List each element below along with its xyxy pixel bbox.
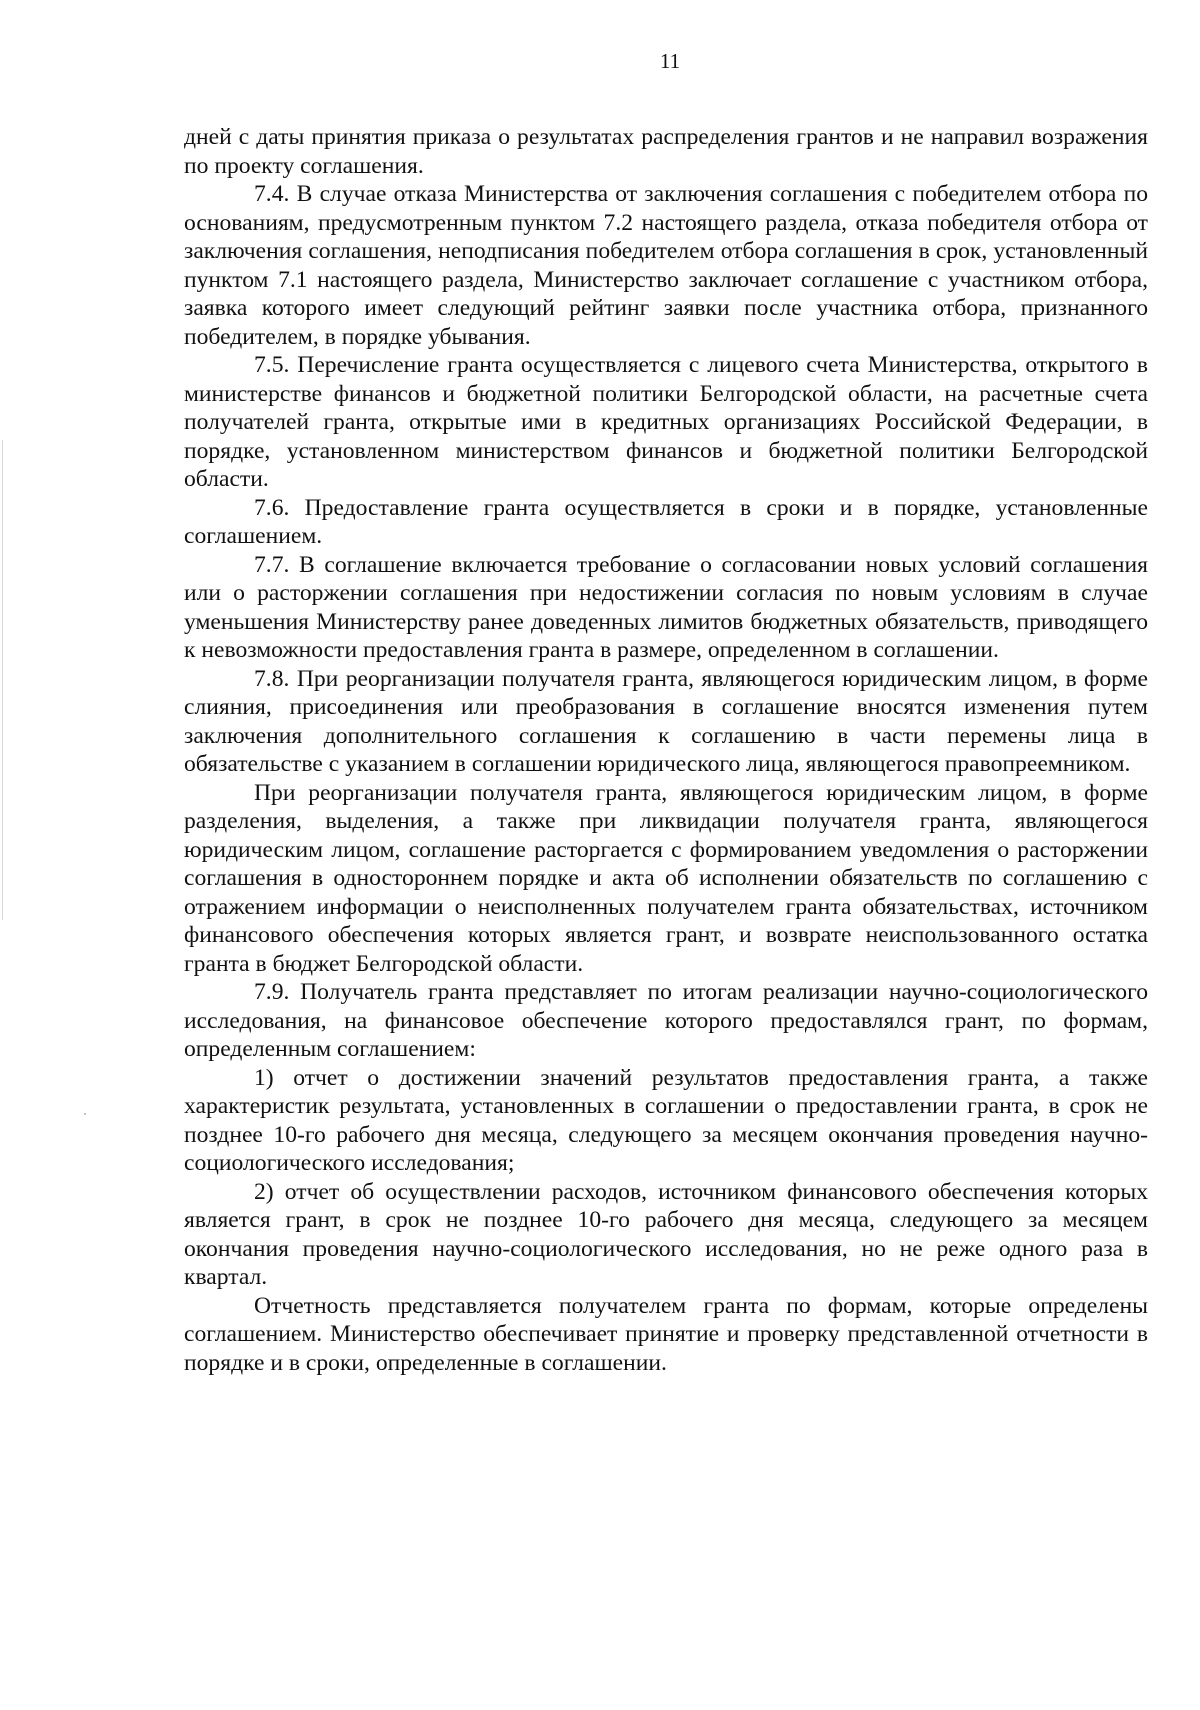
paragraph-continuation: дней с даты принятия приказа о результатах распределения грантов и не направил возражения по проекту соглашения. (184, 124, 1148, 179)
paragraph-7-7: 7.7. В соглашение включается требование о согласовании новых условий соглашения или о расторжении соглашения при недостижении согласия по новым условиям в случае уменьшения Министерству ранее доведенных лимитов бюджетных обязательств, приводящего к невозможности предоставления гранта в размере, определенном в соглашении. (184, 551, 1148, 663)
scan-dust-mark (84, 1113, 86, 1115)
paragraph-reorganization: При реорганизации получателя гранта, являющегося юридическим лицом, в форме разделения, выделения, а также при ликвидации получателя гранта, являющегося юридическим лицом, соглашение расторгается с формированием уведомления о расторжении соглашения в одностороннем порядке и акта об исполнении обязательств по соглашению с отражением информации о неисполненных получателем гранта обязательствах, источником финансового обеспечения которых является грант, и возврате неиспользованного остатка гранта в бюджет Белгородской области. (184, 779, 1148, 977)
paragraph-7-9: 7.9. Получатель гранта представляет по итогам реализации научно-социологического исследования, на финансовое обеспечение которого предоставлялся грант, по формам, определенным соглашением: (184, 979, 1148, 1062)
paragraph-reporting: Отчетность представляется получателем гранта по формам, которые определены соглашением. Министерство обеспечивает принятие и проверку представленной отчетности в порядке и в сроки, определенные в соглашении. (184, 1292, 1148, 1376)
paragraph-7-6: 7.6. Предоставление гранта осуществляется в сроки и в порядке, установленные соглашением. (184, 494, 1148, 549)
page-number: 11 (659, 49, 681, 73)
list-item-1: 1) отчет о достижении значений результатов предоставления гранта, а также характеристик результата, установленных в соглашении о предоставлении гранта, в срок не позднее 10-го рабочего дня месяца, следующего за месяцем окончания проведения научно-социологического исследования; (184, 1064, 1148, 1176)
scan-edge-mark (2, 440, 3, 920)
paragraph-7-4: 7.4. В случае отказа Министерства от заключения соглашения с победителем отбора по основаниям, предусмотренным пунктом 7.2 настоящего раздела, отказа победителя отбора от заключения соглашения, неподписания победителем отбора соглашения в срок, установленный пунктом 7.1 настоящего раздела, Министерство заключает соглашение с участником отбора, заявка которого имеет следующий рейтинг заявки после участника отбора, признанного победителем, в порядке убывания. (184, 181, 1148, 350)
paragraph-7-8: 7.8. При реорганизации получателя гранта, являющегося юридическим лицом, в форме слияния, присоединения или преобразования в соглашение вносятся изменения путем заключения дополнительного соглашения к соглашению в части перемены лица в обязательстве с указанием в соглашении юридического лица, являющегося правопреемником. (184, 665, 1148, 777)
document-body (184, 123, 1148, 1377)
paragraph-7-5: 7.5. Перечисление гранта осуществляется с лицевого счета Министерства, открытого в министерстве финансов и бюджетной политики Белгородской области, на расчетные счета получателей гранта, открытые ими в кредитных организациях Российской Федерации, в порядке, установленном министерством финансов и бюджетной политики Белгородской области. (184, 352, 1148, 492)
list-item-2: 2) отчет об осуществлении расходов, источником финансового обеспечения которых является грант, в срок не позднее 10-го рабочего дня месяца, следующего за месяцем окончания проведения научно-социологического исследования, но не реже одного раза в квартал. (184, 1178, 1148, 1290)
